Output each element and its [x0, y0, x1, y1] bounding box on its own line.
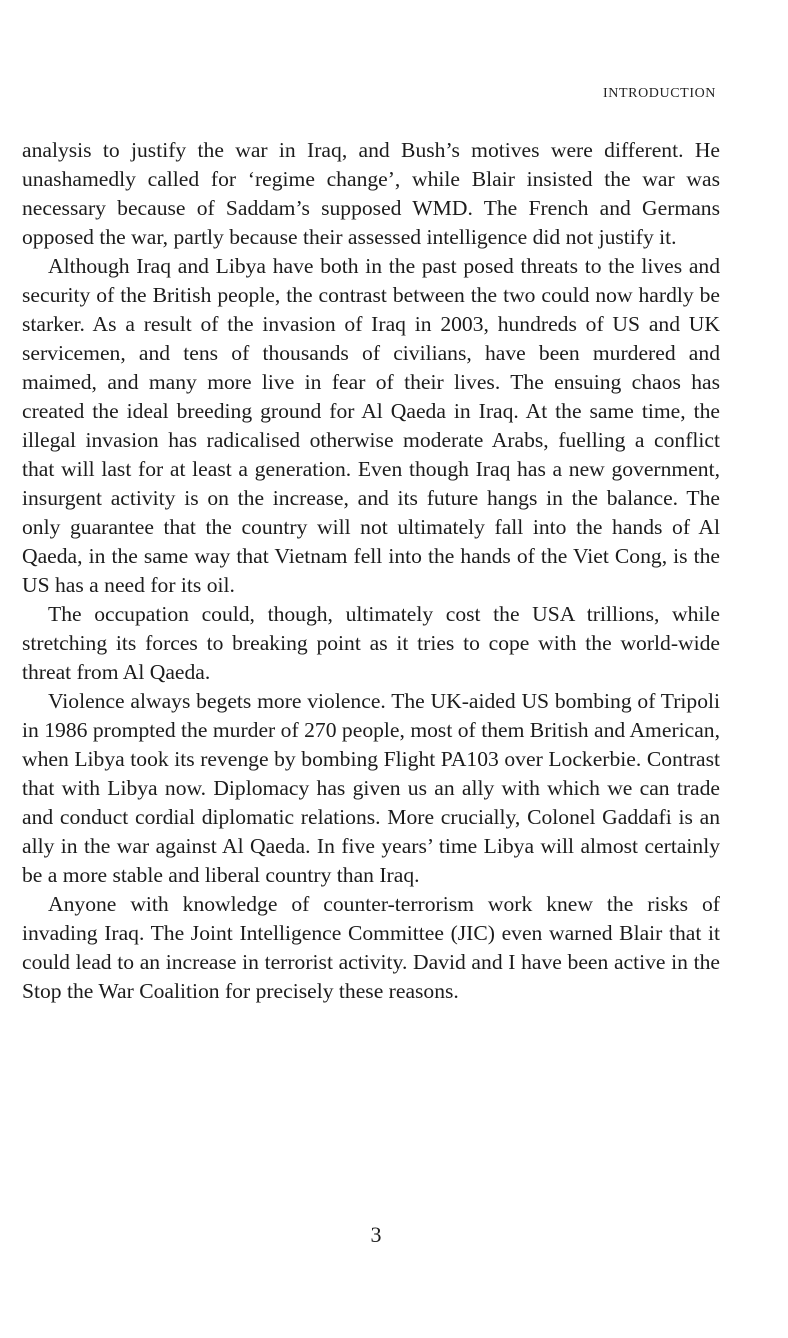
body-text: [22, 136, 720, 1006]
paragraph-1: analysis to justify the war in Iraq, and Bush’s motives were different. He unashamedly called for ‘regime change’, while Blair insisted the war was necessary because of Saddam’s supposed WMD. The French and Germans opposed the war, partly because their assessed intelligence did not justify it.: [22, 138, 720, 249]
page-number: 3: [370, 1222, 382, 1247]
paragraph-5: Anyone with knowledge of counter-terrorism work knew the risks of invading Iraq. The Joint Intelligence Committee (JIC) even warned Blair that it could lead to an increase in terrorist activity. David and I have been active in the Stop the War Coalition for precisely these reasons.: [22, 892, 720, 1003]
paragraph-4: Violence always begets more violence. The UK-aided US bombing of Tripoli in 1986 prompted the murder of 270 people, most of them British and American, when Libya took its revenge by bombing Flight PA103 over Lockerbie. Contrast that with Libya now. Diplomacy has given us an ally with which we can trade and conduct cordial diplomatic relations. More crucially, Colonel Gaddafi is an ally in the war against Al Qaeda. In five years’ time Libya will almost certainly be a more stable and liberal country than Iraq.: [22, 689, 720, 887]
running-head: INTRODUCTION: [603, 86, 716, 101]
paragraph-2: Although Iraq and Libya have both in the past posed threats to the lives and security of the British people, the contrast between the two could now hardly be starker. As a result of the invasion of Iraq in 2003, hundreds of US and UK servicemen, and tens of thousands of civilians, have been murdered and maimed, and many more live in fear of their lives. The ensuing chaos has created the ideal breeding ground for Al Qaeda in Iraq. At the same time, the illegal invasion has radicalised otherwise moderate Arabs, fuelling a conflict that will last for at least a generation. Even though Iraq has a new government, insurgent activity is on the increase, and its future hangs in the balance. The only guarantee that the country will not ultimately fall into the hands of Al Qaeda, in the same way that Vietnam fell into the hands of the Viet Cong, is the US has a need for its oil.: [22, 254, 720, 597]
paragraph-3: The occupation could, though, ultimately cost the USA trillions, while stretching its forces to breaking point as it tries to cope with the world-wide threat from Al Qaeda.: [22, 602, 720, 684]
